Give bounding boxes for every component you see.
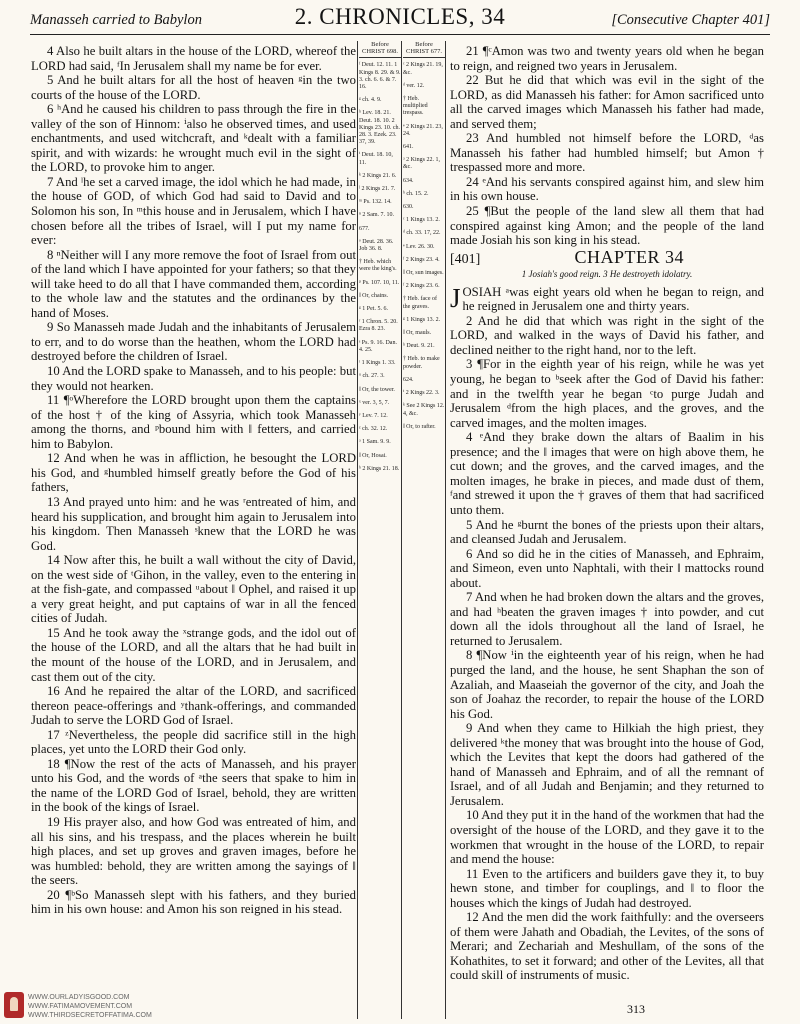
margin-ref: ᵈ ch. 33. 17, 22. — [403, 230, 441, 237]
margin-ref: 630. — [403, 204, 414, 211]
verse: 23 And humbled not himself before the LORD, ᵈas Manasseh his father had humbled himself; but Amon † trespassed more and more. — [450, 131, 764, 175]
margin-ref: ˢ Ps. 9. 16. Dan. 4. 25. — [359, 339, 397, 353]
page-number: 313 — [627, 1002, 645, 1016]
verse: 21 ¶ᶜAmon was two and twenty years old when he began to reign, and reigned two years in Jerusalem. — [450, 44, 764, 73]
margin-ref: ᵐ Ps. 132. 14. — [359, 199, 392, 206]
margin-ref: ‖ Or, the tower. — [359, 386, 395, 393]
margin-ref: ˣ ver. 3, 5, 7. — [359, 399, 390, 406]
verse: 7 And ˡhe set a carved image, the idol which he had made, in the house of GOD, of which God had said to David and to Solomon his son, In ᵐthis house and in Jerusalem, which I have chosen before all the tribes of Israel, will I put my name for ever: — [31, 174, 356, 248]
margin-ref: † Heb. face of the graves. — [403, 296, 437, 310]
margin-ref: ᵃ 2 Kings 22. 1, &c. — [403, 157, 440, 171]
verse: 22 But he did that which was evil in the sight of the LORD, as did Manasseh his father: for Amon sacrificed unto all the carved images which Manasseh his father had made, and served them; — [450, 73, 764, 131]
margin-ref: ᵉ Lev. 26. 30. — [403, 243, 435, 250]
margin-ref: ᵇ 2 Kings 21. 18. — [359, 465, 400, 472]
margin-ref: ‖ Or, mauls. — [403, 330, 432, 337]
website-url[interactable]: WWW.FATIMAMOVEMENT.COM — [28, 1003, 133, 1010]
margin-ref: ᵍ ch. 4. 9. — [359, 97, 382, 104]
margin-ref: ᵉ 2 Kings 21. 23, 24. — [403, 123, 443, 137]
margin-ref: ᵈ ver. 12. — [403, 82, 425, 89]
website-list — [28, 993, 152, 1020]
margin-ref: † Heb. multiplied trespass. — [403, 96, 428, 117]
margin-ref: ᶠ 2 Kings 23. 4. — [403, 256, 440, 263]
margin-date-head: Before CHRIST 698. — [359, 41, 401, 58]
margin-ref: ᵍ 1 Kings 13. 2. — [403, 316, 441, 323]
verse: 25 ¶But the people of the land slew all them that had conspired against king Amon; and the people of the land made Josiah his son king in his stead. — [450, 204, 764, 248]
margin-ref: ⁱ Deut. 18. 10, 11. — [359, 152, 393, 166]
chapter-heading — [450, 246, 764, 268]
margin-ref: ᵏ 2 Kings 21. 6. — [359, 172, 397, 179]
margin-ref: † Heb. which were the king's. — [359, 259, 397, 273]
running-head-right: [Consecutive Chapter 401] — [611, 12, 770, 28]
margin-ref: ᵏ See 2 Kings 12. 4, &c. — [403, 403, 445, 417]
margin-references-right — [401, 41, 446, 1019]
margin-ref: ʸ Lev. 7. 12. — [359, 412, 388, 419]
verse: 10 And they put it in the hand of the workmen that had the oversight of the house of the LORD, and they gave it to the workmen that wrought in the house of the LORD, to repair and mend the house: — [450, 808, 764, 867]
margin-date-head: Before CHRIST 677. — [403, 41, 445, 58]
verse: 3 ¶For in the eighth year of his reign, while he was yet young, he began to ᵇseek after the God of David his father: and in the twelfth year he began ᶜto purge Judah and Jerusalem ᵈfrom the high places, and the groves, and the carved images, and the molten images. — [450, 357, 764, 430]
verse-text: OSIAH ᵃwas eight years old when he began to reign, and he reigned in Jerusalem one and thirty years. — [462, 284, 764, 314]
margin-ref: ᵍ 1 Pet. 5. 6. — [359, 306, 388, 313]
verse: 11 Even to the artificers and builders gave they it, to buy hewn stone, and timber for couplings, and ‖ to floor the houses which the kings of Judah had destroyed. — [450, 866, 764, 910]
margin-ref: ⁱ 2 Kings 22. 3. — [403, 390, 440, 397]
verse: 12 And when he was in affliction, he besought the LORD his God, and ᵍhumbled himself greatly before the God of his fathers, — [31, 451, 356, 495]
verse: 10 And the LORD spake to Manasseh, and to his people: but they would not hearken. — [31, 364, 356, 393]
margin-ref: ᵇ ch. 15. 2. — [403, 190, 429, 197]
margin-ref: ‖ Or, chains. — [359, 292, 389, 299]
margin-ref: ᶜ 1 Kings 13. 2. — [403, 217, 440, 224]
verse: 20 ¶ᵇSo Manasseh slept with his fathers, and they buried him in his own house: and Amon his son reigned in his stead. — [31, 887, 356, 917]
verse: 8 ¶Now ⁱin the eighteenth year of his reign, when he had purged the land, and the house, he sent Shaphan the son of Azaliah, and Maaseiah the governor of the city, and Joah the son of Joahaz the recorder, to repair the house of the LORD his God. — [450, 648, 764, 721]
margin-ref: ‖ Or, Hosai. — [359, 452, 387, 459]
chapter-summary: 1 Josiah's good reign. 3 He destroyeth idolatry. — [521, 269, 693, 280]
verse: 15 And he took away the ˣstrange gods, and the idol out of the house of the LORD, and all the altars that he had built in the mount of the house of the LORD, and in Jerusalem, and cast them out of the city. — [31, 625, 356, 684]
chapter-title: CHAPTER 34 — [574, 246, 684, 267]
verse: 7 And when he had broken down the altars and the groves, and had ʰbeaten the graven images † into powder, and cut down all the idols throughout all the land of Israel, he returned to Jerusalem. — [450, 590, 764, 648]
margin-ref: ᵘ ch. 27. 3. — [359, 373, 385, 380]
margin-ref: ᶠ 2 Kings 23. 6. — [403, 283, 440, 290]
verse: 14 Now after this, he built a wall without the city of David, on the west side of ᵗGihon, in the valley, even to the entering in at the fish-gate, and compassed ᵘabout ‖ Ophel, and raised it up a very great height, and put captains of war in all the fenced cities of Judah. — [31, 553, 356, 626]
margin-ref: 677. — [359, 225, 370, 232]
verse: 13 And prayed unto him: and he was ʳentreated of him, and heard his supplication, and brought him again to Jerusalem into his kingdom. Then Manasseh ˢknew that the LORD he was God. — [31, 494, 356, 553]
margin-ref: ᵖ Ps. 107. 10, 11. — [359, 279, 400, 286]
verse: 2 And he did that which was right in the sight of the LORD, and walked in the ways of David his father, and declined neither to the right hand, nor to the left. — [450, 313, 764, 357]
margin-ref: ʳ 1 Chron. 5. 20. Ezra 8. 23. — [359, 319, 398, 333]
verse: 24 ᵉAnd his servants conspired against him, and slew him in his own house. — [450, 174, 764, 204]
verse-first — [450, 282, 764, 314]
margin-ref: ‖ Or, sun images. — [403, 270, 444, 277]
drop-cap: J — [450, 282, 461, 313]
verse: 11 ¶ᵒWherefore the LORD brought upon them the captains of the host † of the king of Assyria, which took Manasseh among the thorns, and ᵖbound him with ‖ fetters, and carried him to Babylon. — [31, 393, 356, 451]
margin-ref: ⁿ 2 Sam. 7. 10. — [359, 212, 395, 219]
verse: 17 ᶻNevertheless, the people did sacrifice still in the high places, yet unto the LORD their God only. — [31, 727, 356, 757]
margin-ref: ‖ Or, to rafter. — [403, 423, 436, 430]
right-text-column — [450, 44, 764, 983]
verse: 9 And when they came to Hilkiah the high priest, they delivered ᵏthe money that was brought into the house of God, which the Levites that kept the doors had gathered of the hand of Manasseh and Ephraim, and of all the remnant of Israel, and of all Judah and Benjamin; and they returned to Jerusalem. — [450, 721, 764, 808]
margin-ref: ᶜ 2 Kings 21. 19, &c. — [403, 62, 443, 76]
madonna-logo-icon — [4, 992, 24, 1018]
verse: 4 Also he built altars in the house of the LORD, whereof the LORD had said, ᶠIn Jerusalem shall my name be for ever. — [31, 44, 356, 73]
verse: 6 ʰAnd he caused his children to pass through the fire in the valley of the son of Hinnom: ⁱalso he observed times, and used enchantments, and used witchcraft, and ᵏdealt with a familiar spirit, and with wizards: he wrought much evil in the sight of the LORD, to provoke him to anger. — [31, 102, 356, 175]
website-url[interactable]: WWW.THIRDSECRETOFFATIMA.COM — [28, 1012, 152, 1019]
margin-ref: ˡ 2 Kings 21. 7. — [359, 186, 396, 193]
watermark-footer — [4, 992, 204, 1022]
verse: 18 ¶Now the rest of the acts of Manasseh, and his prayer unto his God, and the words of ᵃthe seers that spake to him in the name of the LORD God of Israel, behold, they are written in the book of the kings of Israel. — [31, 756, 356, 815]
margin-ref: ᶻ ch. 32. 12. — [359, 426, 388, 433]
page-header — [30, 6, 770, 35]
verse: 8 ⁿNeither will I any more remove the foot of Israel from out of the land which I have appointed for your fathers; so that they will take heed to do all that I have commanded them, according to the whole law and the statutes and the ordinances by the hand of Moses. — [31, 247, 356, 320]
verse: 4 ᵉAnd they brake down the altars of Baalim in his presence; and the ‖ images that were on high above them, he cut down; and the groves, and the carved images, and the molten images, he brake in pieces, and made dust of them, ᶠand strewed it upon the † graves of them that had sacrificed unto them. — [450, 430, 764, 517]
verse: 12 And the men did the work faithfully: and the overseers of them were Jahath and Obadiah, the Levites, of the sons of Merari; and Zechariah and Meshullam, of the sons of the Kohathites, to set it forward; and other of the Levites, all that could skill of instruments of music. — [450, 910, 764, 983]
verse: 5 And he built altars for all the host of heaven ᵍin the two courts of the house of the LORD. — [31, 73, 356, 102]
margin-ref: ʰ Lev. 18. 21. Deut. 18. 10. 2 Kings 23. 10. ch. 28. 3. Ezek. 23. 37, 39. — [359, 110, 400, 146]
margin-ref: † Heb. to make powder. — [403, 356, 440, 370]
website-url[interactable]: WWW.OURLADYISGOOD.COM — [28, 994, 130, 1001]
left-text-column — [31, 44, 356, 917]
margin-ref: ʰ Deut. 9. 21. — [403, 343, 435, 350]
verse: 16 And he repaired the altar of the LORD, and sacrificed thereon peace-offerings and ʸthank-offerings, and commanded Judah to serve the LORD God of Israel. — [31, 684, 356, 728]
margin-ref: ᵃ 1 Sam. 9. 9. — [359, 439, 391, 446]
running-head-center: 2. CHRONICLES, 34 — [294, 4, 506, 29]
margin-ref: ᶠ Deut. 12. 11. 1 Kings 8. 29. & 9. 3. ch. 6. 6. & 7. 16. — [359, 62, 401, 91]
margin-ref: 634. — [403, 177, 414, 184]
running-head-left: Manasseh carried to Babylon — [30, 12, 202, 28]
verse: 5 And he ᵍburnt the bones of the priests upon their altars, and cleansed Judah and Jerusalem. — [450, 517, 764, 547]
margin-ref: ᵒ Deut. 28. 36. Job 36. 8. — [359, 238, 394, 253]
verse: 19 His prayer also, and how God was entreated of him, and all his sins, and his trespass, and the places wherein he built high places, and set up groves and graven images, before he was humbled: behold, they are written among the sayings of ‖ the seers. — [31, 814, 356, 888]
margin-ref: 641. — [403, 144, 414, 151]
verse: 9 So Manasseh made Judah and the inhabitants of Jerusalem to err, and to do worse than the heathen, whom the LORD had destroyed before the children of Israel. — [31, 320, 356, 364]
verse: 6 And so did he in the cities of Manasseh, and Ephraim, and Simeon, even unto Naphtali, with their ‖ mattocks round about. — [450, 546, 764, 590]
margin-ref: 624. — [403, 376, 414, 383]
margin-references-left — [357, 41, 402, 1019]
margin-ref: ᵗ 1 Kings 1. 33. — [359, 360, 396, 367]
consecutive-chapter-number: [401] — [450, 251, 481, 267]
